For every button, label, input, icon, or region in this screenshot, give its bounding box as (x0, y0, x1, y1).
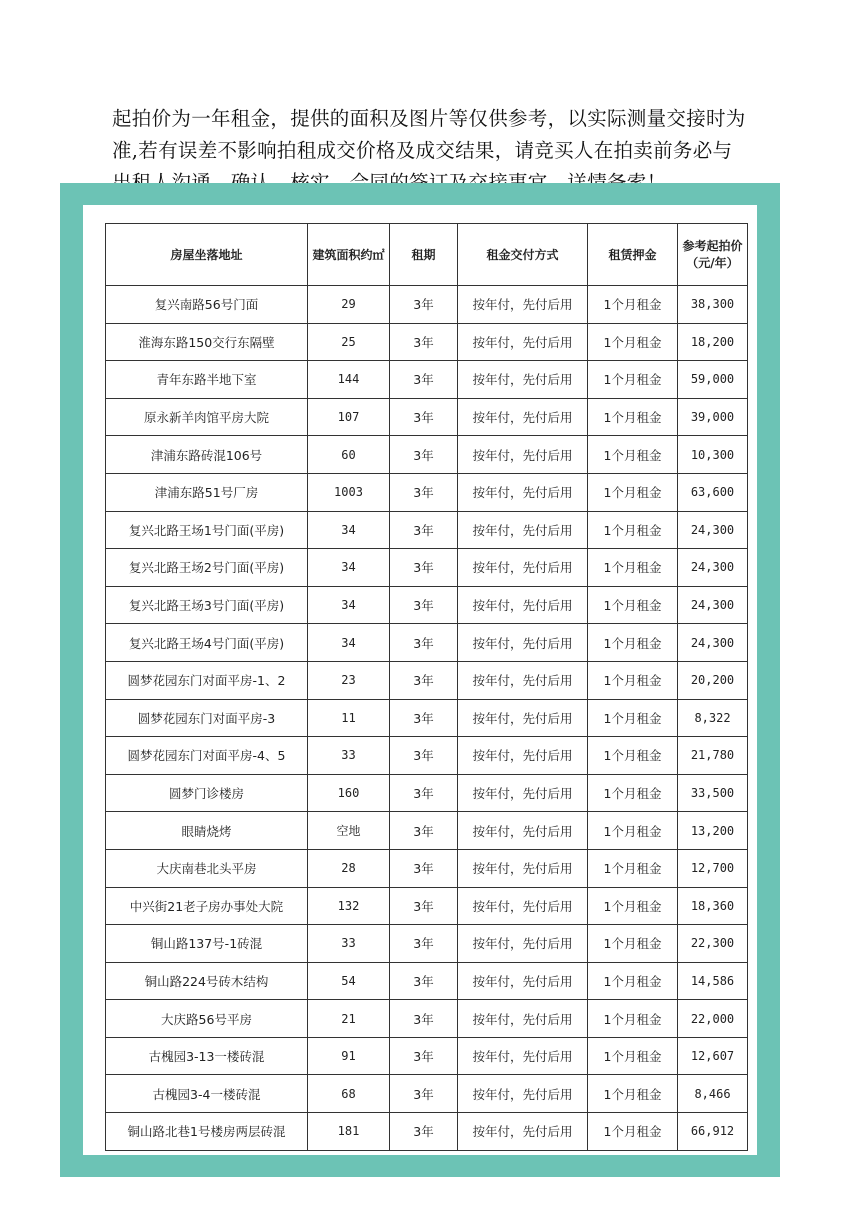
table-row (106, 286, 748, 324)
table-row (106, 849, 748, 887)
cell-address: 圆梦花园东门对面平房-4、5 (106, 737, 308, 775)
table-row (106, 1113, 748, 1151)
cell-deposit: 1个月租金 (588, 1037, 678, 1075)
cell-term: 3年 (390, 361, 458, 399)
cell-term: 3年 (390, 473, 458, 511)
cell-address: 圆梦门诊楼房 (106, 774, 308, 812)
cell-payment: 按年付，先付后用 (458, 436, 588, 474)
cell-address: 大庆路56号平房 (106, 1000, 308, 1038)
cell-address: 复兴北路王场4号门面(平房) (106, 624, 308, 662)
cell-payment: 按年付，先付后用 (458, 925, 588, 963)
header-price (678, 224, 748, 286)
cell-term: 3年 (390, 1037, 458, 1075)
cell-price: 38,300 (678, 286, 748, 324)
cell-term: 3年 (390, 962, 458, 1000)
cell-payment: 按年付，先付后用 (458, 699, 588, 737)
cell-address: 原永新羊肉馆平房大院 (106, 398, 308, 436)
table-row (106, 737, 748, 775)
cell-deposit: 1个月租金 (588, 473, 678, 511)
cell-area: 107 (308, 398, 390, 436)
cell-deposit: 1个月租金 (588, 398, 678, 436)
cell-term: 3年 (390, 737, 458, 775)
cell-payment: 按年付，先付后用 (458, 1037, 588, 1075)
table-row (106, 549, 748, 587)
cell-deposit: 1个月租金 (588, 549, 678, 587)
cell-area: 34 (308, 586, 390, 624)
table-row (106, 812, 748, 850)
cell-address: 复兴北路王场2号门面(平房) (106, 549, 308, 587)
table-row (106, 699, 748, 737)
cell-area: 空地 (308, 812, 390, 850)
rental-listing-table (105, 223, 748, 1151)
cell-term: 3年 (390, 812, 458, 850)
cell-deposit: 1个月租金 (588, 925, 678, 963)
table-row (106, 1075, 748, 1113)
cell-deposit: 1个月租金 (588, 849, 678, 887)
cell-payment: 按年付，先付后用 (458, 511, 588, 549)
table-row (106, 624, 748, 662)
teal-frame (60, 183, 780, 1177)
cell-deposit: 1个月租金 (588, 511, 678, 549)
cell-area: 21 (308, 1000, 390, 1038)
cell-price: 10,300 (678, 436, 748, 474)
cell-area: 181 (308, 1113, 390, 1151)
cell-area: 144 (308, 361, 390, 399)
cell-address: 中兴街21老子房办事处大院 (106, 887, 308, 925)
cell-deposit: 1个月租金 (588, 436, 678, 474)
table-body (106, 286, 748, 1151)
table-row (106, 962, 748, 1000)
cell-term: 3年 (390, 925, 458, 963)
cell-payment: 按年付，先付后用 (458, 286, 588, 324)
table-row (106, 661, 748, 699)
header-term: 租期 (390, 224, 458, 286)
header-price-line-1: 参考起拍价 (682, 238, 743, 253)
cell-area: 54 (308, 962, 390, 1000)
cell-price: 18,200 (678, 323, 748, 361)
cell-address: 铜山路北巷1号楼房两层砖混 (106, 1113, 308, 1151)
cell-price: 20,200 (678, 661, 748, 699)
cell-deposit: 1个月租金 (588, 1113, 678, 1151)
table-row (106, 887, 748, 925)
cell-term: 3年 (390, 323, 458, 361)
cell-payment: 按年付，先付后用 (458, 323, 588, 361)
cell-price: 12,607 (678, 1037, 748, 1075)
cell-address: 古槐园3-13一楼砖混 (106, 1037, 308, 1075)
cell-payment: 按年付，先付后用 (458, 549, 588, 587)
notice-line-2: 准,若有误差不影响拍租成交价格及成交结果，请竞买人在拍卖前务必与 (112, 139, 733, 162)
cell-term: 3年 (390, 436, 458, 474)
cell-payment: 按年付，先付后用 (458, 812, 588, 850)
cell-deposit: 1个月租金 (588, 624, 678, 662)
cell-address: 复兴北路王场3号门面(平房) (106, 586, 308, 624)
cell-area: 33 (308, 737, 390, 775)
cell-area: 33 (308, 925, 390, 963)
table-row (106, 925, 748, 963)
cell-deposit: 1个月租金 (588, 1075, 678, 1113)
cell-term: 3年 (390, 774, 458, 812)
cell-area: 91 (308, 1037, 390, 1075)
cell-address: 铜山路224号砖木结构 (106, 962, 308, 1000)
cell-payment: 按年付，先付后用 (458, 774, 588, 812)
cell-area: 34 (308, 549, 390, 587)
cell-price: 63,600 (678, 473, 748, 511)
cell-deposit: 1个月租金 (588, 1000, 678, 1038)
cell-payment: 按年付，先付后用 (458, 962, 588, 1000)
table-row (106, 398, 748, 436)
table-row (106, 436, 748, 474)
cell-term: 3年 (390, 1000, 458, 1038)
cell-address: 津浦东路砖混106号 (106, 436, 308, 474)
header-address: 房屋坐落地址 (106, 224, 308, 286)
cell-address: 淮海东路150交行东隔壁 (106, 323, 308, 361)
cell-address: 青年东路半地下室 (106, 361, 308, 399)
cell-term: 3年 (390, 549, 458, 587)
cell-deposit: 1个月租金 (588, 699, 678, 737)
header-payment: 租金交付方式 (458, 224, 588, 286)
cell-deposit: 1个月租金 (588, 812, 678, 850)
cell-term: 3年 (390, 286, 458, 324)
cell-term: 3年 (390, 1075, 458, 1113)
table-row (106, 1037, 748, 1075)
cell-payment: 按年付，先付后用 (458, 624, 588, 662)
cell-deposit: 1个月租金 (588, 361, 678, 399)
cell-area: 60 (308, 436, 390, 474)
cell-term: 3年 (390, 511, 458, 549)
cell-term: 3年 (390, 1113, 458, 1151)
cell-price: 39,000 (678, 398, 748, 436)
cell-payment: 按年付，先付后用 (458, 1113, 588, 1151)
cell-term: 3年 (390, 624, 458, 662)
header-price-line-2: （元/年） (686, 255, 739, 270)
cell-payment: 按年付，先付后用 (458, 887, 588, 925)
table-row (106, 586, 748, 624)
cell-price: 21,780 (678, 737, 748, 775)
cell-price: 24,300 (678, 511, 748, 549)
table-row (106, 774, 748, 812)
cell-area: 132 (308, 887, 390, 925)
cell-address: 复兴南路56号门面 (106, 286, 308, 324)
cell-area: 1003 (308, 473, 390, 511)
cell-area: 68 (308, 1075, 390, 1113)
cell-price: 33,500 (678, 774, 748, 812)
cell-price: 18,360 (678, 887, 748, 925)
table-panel (83, 205, 757, 1155)
cell-area: 34 (308, 511, 390, 549)
cell-area: 34 (308, 624, 390, 662)
cell-area: 25 (308, 323, 390, 361)
cell-payment: 按年付，先付后用 (458, 737, 588, 775)
cell-deposit: 1个月租金 (588, 962, 678, 1000)
cell-payment: 按年付，先付后用 (458, 361, 588, 399)
notice-line-1: 起拍价为一年租金，提供的面积及图片等仅供参考，以实际测量交接时为 (112, 107, 746, 130)
cell-address: 圆梦花园东门对面平房-3 (106, 699, 308, 737)
table-row (106, 511, 748, 549)
cell-price: 22,300 (678, 925, 748, 963)
cell-term: 3年 (390, 586, 458, 624)
cell-address: 圆梦花园东门对面平房-1、2 (106, 661, 308, 699)
cell-deposit: 1个月租金 (588, 286, 678, 324)
cell-term: 3年 (390, 887, 458, 925)
cell-area: 160 (308, 774, 390, 812)
cell-address: 大庆南巷北头平房 (106, 849, 308, 887)
table-row (106, 323, 748, 361)
cell-address: 铜山路137号-1砖混 (106, 925, 308, 963)
cell-price: 24,300 (678, 586, 748, 624)
cell-price: 8,322 (678, 699, 748, 737)
cell-price: 59,000 (678, 361, 748, 399)
cell-payment: 按年付，先付后用 (458, 849, 588, 887)
cell-price: 24,300 (678, 624, 748, 662)
cell-payment: 按年付，先付后用 (458, 398, 588, 436)
cell-term: 3年 (390, 661, 458, 699)
cell-price: 22,000 (678, 1000, 748, 1038)
cell-address: 复兴北路王场1号门面(平房) (106, 511, 308, 549)
header-deposit: 租赁押金 (588, 224, 678, 286)
cell-deposit: 1个月租金 (588, 323, 678, 361)
cell-term: 3年 (390, 699, 458, 737)
cell-term: 3年 (390, 398, 458, 436)
cell-area: 11 (308, 699, 390, 737)
cell-deposit: 1个月租金 (588, 737, 678, 775)
cell-area: 28 (308, 849, 390, 887)
cell-address: 古槐园3-4一楼砖混 (106, 1075, 308, 1113)
cell-payment: 按年付，先付后用 (458, 586, 588, 624)
cell-payment: 按年付，先付后用 (458, 473, 588, 511)
table-row (106, 1000, 748, 1038)
cell-deposit: 1个月租金 (588, 661, 678, 699)
cell-price: 8,466 (678, 1075, 748, 1113)
cell-address: 眼睛烧烤 (106, 812, 308, 850)
cell-deposit: 1个月租金 (588, 774, 678, 812)
cell-area: 29 (308, 286, 390, 324)
cell-price: 12,700 (678, 849, 748, 887)
cell-payment: 按年付，先付后用 (458, 1000, 588, 1038)
cell-payment: 按年付，先付后用 (458, 661, 588, 699)
cell-area: 23 (308, 661, 390, 699)
table-header-row (106, 224, 748, 286)
cell-address: 津浦东路51号厂房 (106, 473, 308, 511)
table-row (106, 473, 748, 511)
cell-payment: 按年付，先付后用 (458, 1075, 588, 1113)
cell-price: 13,200 (678, 812, 748, 850)
cell-price: 14,586 (678, 962, 748, 1000)
cell-term: 3年 (390, 849, 458, 887)
cell-deposit: 1个月租金 (588, 586, 678, 624)
cell-price: 24,300 (678, 549, 748, 587)
cell-price: 66,912 (678, 1113, 748, 1151)
cell-deposit: 1个月租金 (588, 887, 678, 925)
table-row (106, 361, 748, 399)
header-area: 建筑面积约㎡ (308, 224, 390, 286)
